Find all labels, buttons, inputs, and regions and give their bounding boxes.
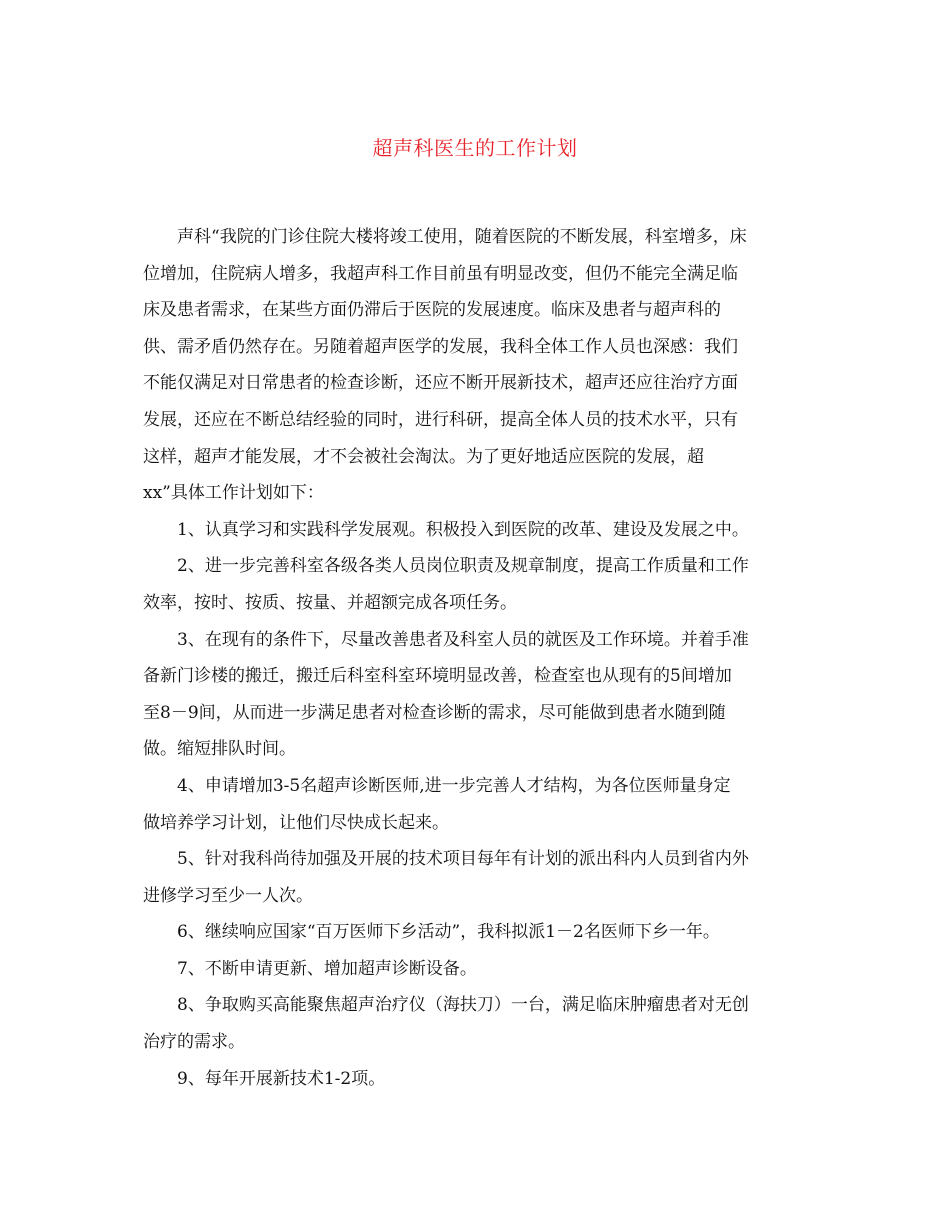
plan-item-line: 8、争取购买高能聚焦超声治疗仪（海扶刀）一台，满足临床肿瘤患者对无创 [177,995,749,1016]
plan-item-8 [143,987,807,1060]
plan-item-4 [143,768,807,841]
plan-item-line: 做培养学习计划，让他们尽快成长起来。 [143,812,449,833]
plan-item-line: 进修学习至少一人次。 [143,885,313,906]
plan-item-line: 9、每年开展新技术1-2项。 [177,1068,386,1089]
document-body [143,219,807,1097]
plan-item-line: 6、继续响应国家“百万医师下乡活动”，我科拟派1－2名医师下乡一年。 [177,922,720,943]
plan-item-3 [143,622,807,768]
plan-item-line: 2、进一步完善科室各级各类人员岗位职责及规章制度，提高工作质量和工作 [177,556,749,577]
plan-item-line: 4、申请增加3-5名超声诊断医师,进一步完善人才结构，为各位医师量身定 [177,775,731,796]
intro-line: 不能仅满足对日常患者的检查诊断，还应不断开展新技术，超声还应往治疗方面 [143,373,738,394]
plan-item-line: 效率，按时、按质、按量、并超额完成各项任务。 [143,592,517,613]
intro-line: xx”具体工作计划如下： [143,483,324,504]
plan-item-line: 备新门诊楼的搬迁，搬迁后科室科室环境明显改善，检查室也从现有的5间增加 [143,666,732,687]
intro-line: 供、需矛盾仍然存在。另随着超声医学的发展，我科全体工作人员也深感：我们 [143,336,738,357]
intro-line: 位增加，住院病人增多，我超声科工作目前虽有明显改变，但仍不能完全满足临 [143,263,738,284]
plan-item-5 [143,841,807,914]
plan-item-line: 做。缩短排队时间。 [143,739,296,760]
plan-item-line: 1、认真学习和实践科学发展观。积极投入到医院的改革、建设及发展之中。 [177,519,749,540]
intro-paragraph [143,219,807,512]
plan-item-line: 至8－9间，从而进一步满足患者对检查诊断的需求，尽可能做到患者水随到随 [143,702,726,723]
intro-line: 声科“我院的门诊住院大楼将竣工使用，随着医院的不断发展，科室增多，床 [177,227,747,247]
plan-item-line: 7、不断申请更新、增加超声诊断设备。 [177,958,477,979]
intro-line: 床及患者需求，在某些方面仍滞后于医院的发展速度。临床及患者与超声科的 [143,300,721,321]
plan-item-1 [143,512,807,549]
intro-line: 这样，超声才能发展，才不会被社会淘汰。为了更好地适应医院的发展，超 [143,446,704,467]
plan-item-9 [143,1061,807,1098]
intro-line: 发展，还应在不断总结经验的同时，进行科研，提高全体人员的技术水平，只有 [143,409,738,430]
plan-item-2 [143,548,807,621]
plan-item-line: 5、针对我科尚待加强及开展的技术项目每年有计划的派出科内人员到省内外 [177,849,749,870]
plan-item-line: 治疗的需求。 [143,1032,245,1053]
plan-item-7 [143,951,807,988]
plan-item-6 [143,914,807,951]
plan-item-line: 3、在现有的条件下，尽量改善患者及科室人员的就医及工作环境。并着手准 [177,629,749,650]
document-title: 超声科医生的工作计划 [372,136,578,160]
